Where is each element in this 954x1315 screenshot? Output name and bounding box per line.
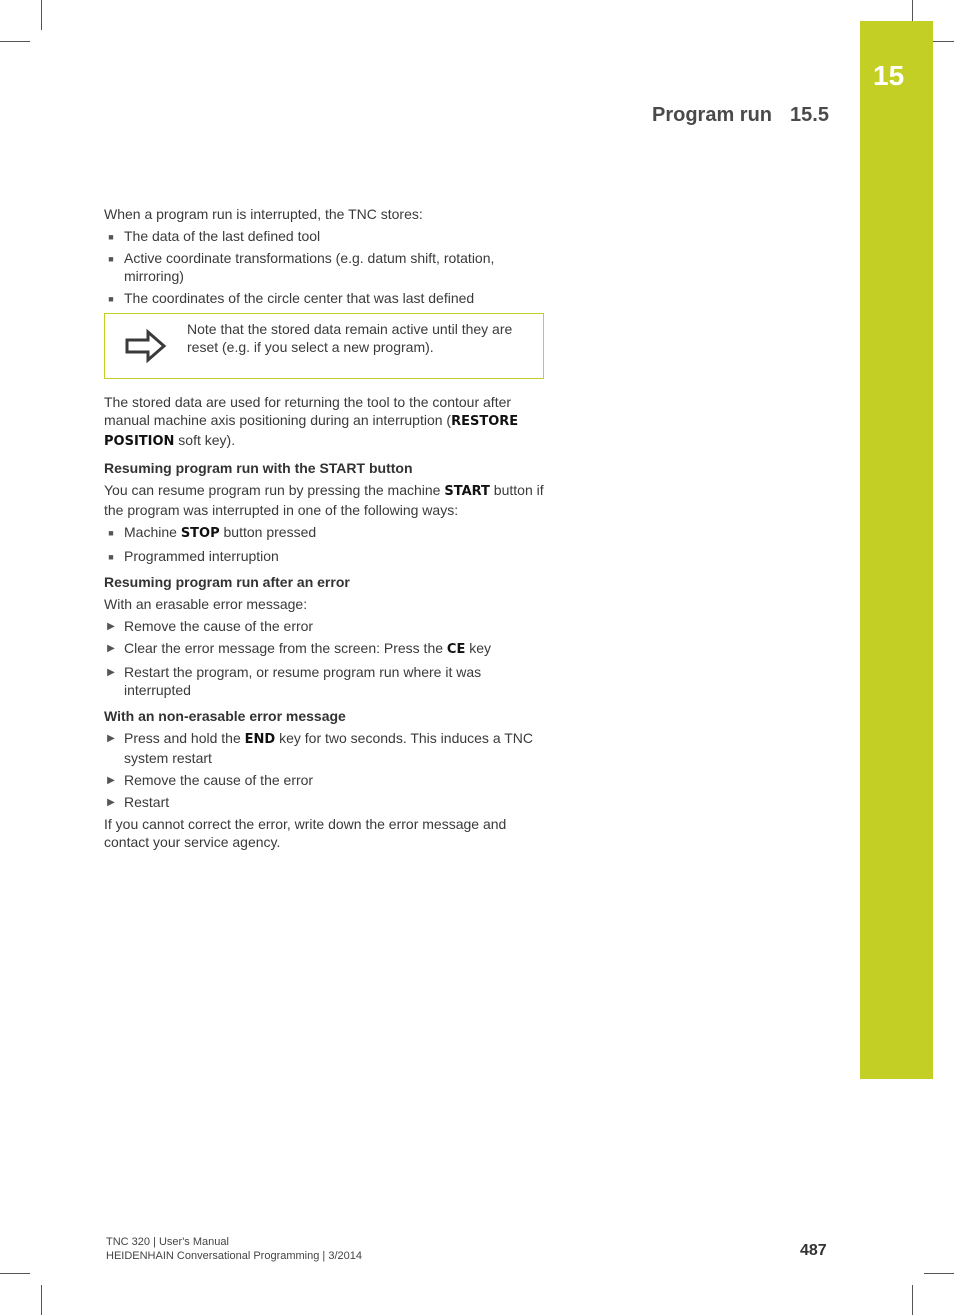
arrow-bullet-icon: ▶ <box>107 667 115 678</box>
footer-line-1: TNC 320 | User's Manual <box>106 1236 229 1248</box>
start-section-paragraph: You can resume program run by pressing the machine START button if the program was interrupted in one of the following ways: <box>104 482 544 518</box>
list-item: ▶ Clear the error message from the screen: Press the CE key <box>104 639 544 659</box>
note-box <box>104 313 544 379</box>
interruption-list <box>104 523 544 565</box>
running-header <box>652 104 829 127</box>
crop-mark <box>41 0 42 30</box>
list-item: ▶ Press and hold the END key for two seconds. This induces a TNC system restart <box>104 729 544 767</box>
arrow-bullet-icon: ▶ <box>107 775 115 786</box>
square-bullet-icon: ■ <box>108 254 114 264</box>
page-footer <box>106 1235 362 1263</box>
closing-paragraph: If you cannot correct the error, write down the error message and contact your service agency. <box>104 816 507 850</box>
page-number: 487 <box>800 1242 827 1259</box>
header-section: 15.5 <box>790 104 829 126</box>
arrow-bullet-icon: ▶ <box>107 621 115 632</box>
arrow-bullet-icon: ▶ <box>107 733 115 744</box>
error-section-intro: With an erasable error message: <box>104 596 308 612</box>
list-item: ■ The coordinates of the circle center that was last defined <box>104 289 544 307</box>
intro-paragraph: When a program run is interrupted, the TNC stores: <box>104 206 423 222</box>
start-key: START <box>444 484 490 499</box>
main-content <box>104 205 544 855</box>
list-item: ■ Machine STOP button pressed <box>104 523 544 543</box>
list-item: ■ Programmed interruption <box>104 547 544 565</box>
list-item: ▶ Remove the cause of the error <box>104 771 544 789</box>
crop-mark <box>0 41 30 42</box>
square-bullet-icon: ■ <box>108 552 114 562</box>
non-erasable-section-heading: With an non-erasable error message <box>104 708 346 724</box>
non-erasable-steps-list <box>104 729 544 811</box>
note-text: Note that the stored data remain active until they are reset (e.g. if you select a new program). <box>187 321 513 355</box>
list-item: ■ The data of the last defined tool <box>104 227 544 245</box>
square-bullet-icon: ■ <box>108 232 114 242</box>
list-item: ■ Active coordinate transformations (e.g. datum shift, rotation, mirroring) <box>104 249 544 285</box>
chapter-number: 15 <box>873 60 905 91</box>
crop-mark <box>41 1285 42 1315</box>
crop-mark <box>912 1285 913 1315</box>
list-item: ▶ Restart the program, or resume program run where it was interrupted <box>104 663 544 699</box>
square-bullet-icon: ■ <box>108 294 114 304</box>
stop-key: STOP <box>180 526 220 541</box>
note-arrow-icon <box>105 314 187 378</box>
erasable-steps-list <box>104 617 544 699</box>
chapter-tab <box>860 21 933 1079</box>
error-section-heading: Resuming program run after an error <box>104 574 350 590</box>
header-title: Program run <box>652 104 773 126</box>
end-key: END <box>244 732 276 747</box>
ce-key: CE <box>446 642 466 657</box>
start-section-heading: Resuming program run with the START button <box>104 460 413 476</box>
list-item: ▶ Restart <box>104 793 544 811</box>
crop-mark <box>0 1273 30 1274</box>
stored-items-list <box>104 227 544 307</box>
footer-line-2: HEIDENHAIN Conversational Programming | 3/2014 <box>106 1250 362 1262</box>
arrow-bullet-icon: ▶ <box>107 797 115 808</box>
crop-mark <box>924 1273 954 1274</box>
square-bullet-icon: ■ <box>108 528 114 538</box>
restore-position-key: RESTORE POSITION <box>104 414 519 449</box>
arrow-bullet-icon: ▶ <box>107 643 115 654</box>
list-item: ▶ Remove the cause of the error <box>104 617 544 635</box>
stored-use-paragraph: The stored data are used for returning the tool to the contour after manual machine axis positioning during an interruption (RESTORE POSITION soft key). <box>104 394 519 449</box>
